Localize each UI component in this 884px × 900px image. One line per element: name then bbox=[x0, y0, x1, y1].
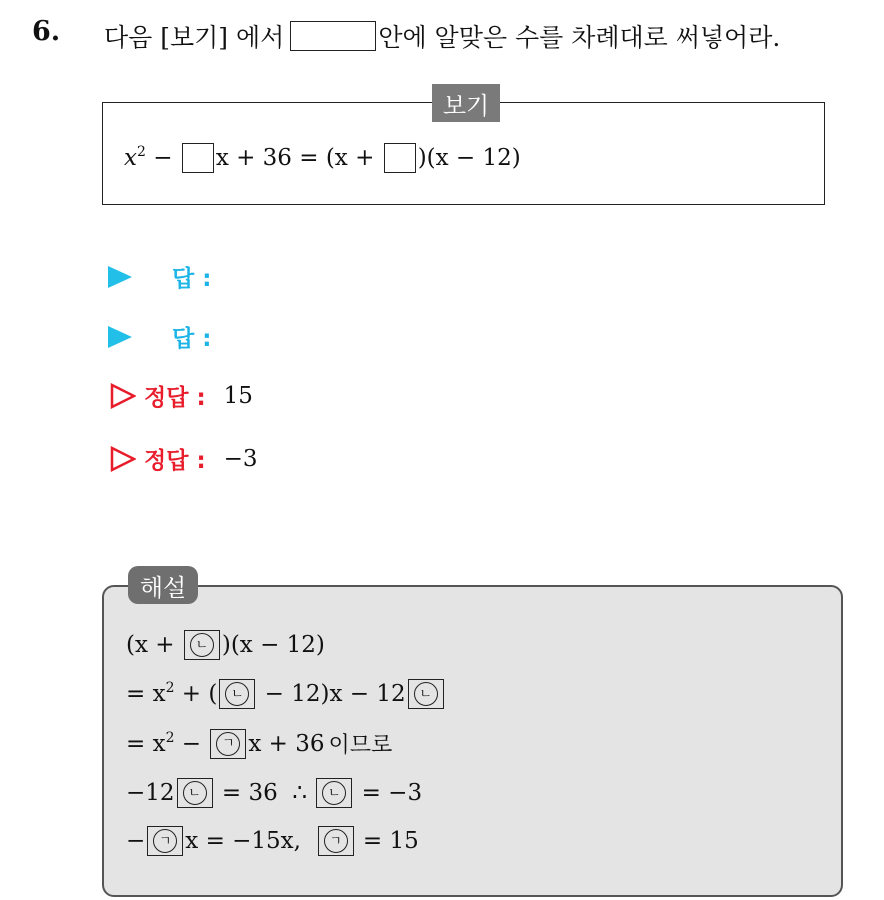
correct-label: 정답 : bbox=[144, 448, 206, 474]
sol-text: x + 36 bbox=[248, 730, 325, 757]
formula-middle: x + 36 = (x + bbox=[215, 145, 382, 171]
sol-text: = 36 ∴ bbox=[214, 780, 315, 806]
bogi-tag: 보기 bbox=[432, 84, 500, 122]
sol-text: x = −15x, bbox=[185, 828, 316, 854]
correct-label: 정답 : bbox=[144, 385, 206, 411]
correct-value: 15 bbox=[223, 382, 253, 409]
answer-row-1 bbox=[108, 260, 211, 293]
answer-arrow-icon bbox=[108, 326, 132, 348]
circled-a-symbol: ㄱ bbox=[216, 732, 240, 756]
formula-minus: − bbox=[145, 145, 180, 171]
sol-text: )(x − 12) bbox=[221, 632, 325, 658]
prompt-text-after: 안에 알맞은 수를 차례대로 써넣어라. bbox=[378, 23, 781, 52]
solution-line-4 bbox=[126, 778, 422, 808]
correct-row-2 bbox=[110, 442, 258, 475]
correct-value: −3 bbox=[223, 445, 258, 472]
circled-b-symbol: ㄴ bbox=[183, 781, 207, 805]
solution-line-2 bbox=[126, 679, 446, 709]
circled-b-symbol: ㄴ bbox=[225, 682, 249, 706]
sol-text: − bbox=[174, 730, 209, 757]
formula-end: )(x − 12) bbox=[417, 145, 521, 171]
formula-exp: 2 bbox=[136, 144, 146, 160]
blank-a-box bbox=[210, 729, 246, 759]
sol-text: (x + bbox=[126, 632, 182, 658]
sol-text: = −3 bbox=[354, 780, 423, 806]
answer-label: 답 : bbox=[172, 266, 212, 292]
sol-text: = x bbox=[126, 730, 166, 757]
solution-line-3 bbox=[126, 728, 392, 759]
correct-row-1 bbox=[110, 379, 253, 412]
answer-arrow-icon bbox=[108, 266, 132, 288]
circled-b-symbol: ㄴ bbox=[190, 633, 214, 657]
question-prompt bbox=[104, 18, 780, 54]
blank-b-box bbox=[177, 778, 213, 808]
blank-b-box bbox=[219, 679, 255, 709]
sol-exp: 2 bbox=[165, 729, 175, 746]
sol-text: − bbox=[126, 828, 146, 854]
circled-b-symbol: ㄴ bbox=[322, 781, 346, 805]
sol-text: − 12)x − 12 bbox=[257, 681, 406, 707]
formula-blank-1 bbox=[182, 143, 214, 173]
bogi-formula bbox=[124, 143, 521, 173]
answer-row-2 bbox=[108, 320, 211, 353]
solution-line-1 bbox=[126, 630, 325, 660]
circled-a-symbol: ㄱ bbox=[153, 829, 177, 853]
blank-a-box bbox=[147, 826, 183, 856]
formula-blank-2 bbox=[384, 143, 416, 173]
blank-a-box bbox=[318, 826, 354, 856]
sol-text: −12 bbox=[126, 780, 175, 806]
sol-text: = 15 bbox=[355, 828, 419, 854]
solution-line-5 bbox=[126, 826, 419, 856]
answer-label: 답 : bbox=[172, 326, 212, 352]
prompt-text-before: 다음 [보기] 에서 bbox=[104, 23, 285, 52]
sol-text: = x bbox=[126, 681, 166, 707]
circled-a-symbol: ㄱ bbox=[324, 829, 348, 853]
circled-b-symbol: ㄴ bbox=[414, 682, 438, 706]
prompt-blank-box bbox=[290, 21, 376, 51]
formula-var-x: x bbox=[124, 145, 137, 171]
blank-b-box bbox=[408, 679, 444, 709]
blank-b-box bbox=[184, 630, 220, 660]
blank-b-box bbox=[316, 778, 352, 808]
sol-korean-text: 이므로 bbox=[328, 733, 393, 758]
sol-text: + ( bbox=[174, 681, 218, 707]
correct-triangle-icon bbox=[110, 383, 136, 409]
sol-exp: 2 bbox=[165, 680, 175, 696]
explanation-tag: 해설 bbox=[128, 566, 198, 604]
question-number: 6. bbox=[32, 16, 61, 47]
correct-triangle-icon bbox=[110, 446, 136, 472]
